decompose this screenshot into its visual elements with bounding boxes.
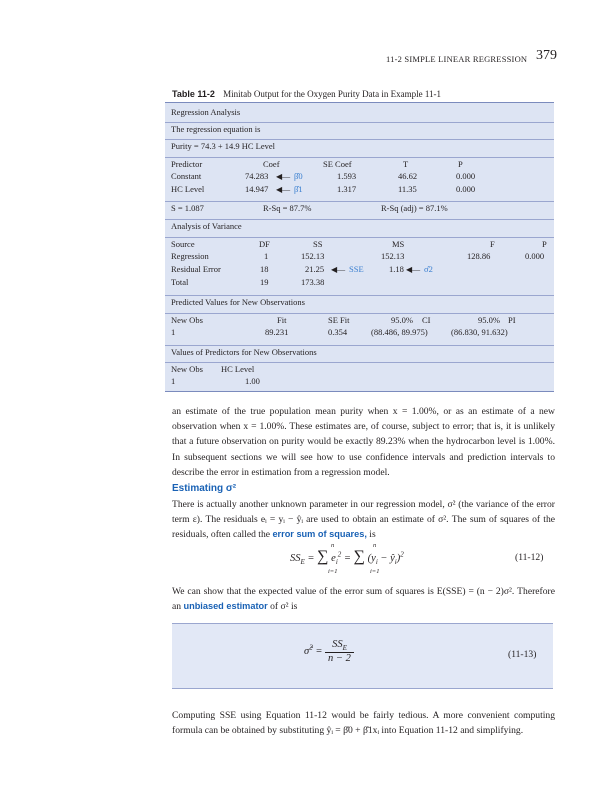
coef-row-constant: Constant 74.283 ◀— β̂0 1.593 46.62 0.000: [171, 171, 476, 181]
sigma-hat-sq-annotation: σ̂2: [424, 264, 433, 274]
regression-equation-row: [165, 139, 554, 153]
arrow-left-icon: ◀—: [406, 265, 421, 274]
predicted-title-row: Predicted Values for New Observations: [165, 295, 554, 309]
coef-header-row: Predictor Coef SE Coef T P: [165, 157, 554, 171]
table-label: Table 11-2: [172, 89, 215, 99]
coef-row-hc-level: HC Level 14.947 ◀— β̂1 1.317 11.35 0.000: [171, 184, 476, 194]
sum-upper-limit-2: n: [373, 542, 377, 549]
paragraph-estimate: an estimate of the true population mean purity when x = 1.00%, or as an estimate of a new observation when x = 1.00%. These estimates are, of course, subject to error; that is, it is unlikely that a future observation on purity would be exactly 89.23% when the hydrocarbon level is 1.00%. In subsequent sections we will see how to use confidence intervals and prediction intervals to describe the error in estimation from a regression model.: [172, 406, 555, 478]
regression-equation: Purity = 74.3 + 14.9 HC Level: [171, 141, 276, 151]
regression-analysis-heading: Regression Analysis: [171, 107, 241, 117]
sum-lower-limit-1: i=1: [328, 568, 338, 575]
paragraph-residuals: There is actually another unknown parameter in our regression model, σ² (the variance of the error term ε). The residuals eᵢ = yᵢ − ŷᵢ are used to obtain an estimate of σ². The sum of squares of the residuals, often called the error sum of squares, is: [172, 499, 555, 541]
sum-upper-limit-1: n: [331, 542, 335, 549]
anova-title-row: Analysis of Variance: [165, 219, 554, 233]
equation-intro-row: The regression equation is: [165, 122, 554, 136]
beta1-annotation: β̂1: [294, 184, 303, 194]
anova-header-row: Source DF SS MS F P: [165, 237, 554, 251]
predicted-header-row: New Obs Fit SE Fit 95.0% CI 95.0% PI: [165, 313, 554, 327]
table-caption: [172, 89, 441, 99]
equation-11-13-box: [172, 623, 553, 689]
predictors-value-row: 1 1.00: [171, 376, 260, 386]
equation-number-11-13: (11-13): [508, 649, 537, 660]
running-header-title: 11-2 SIMPLE LINEAR REGRESSION: [386, 54, 528, 64]
fit-stats-row: S = 1.087 R-Sq = 87.7% R-Sq (adj) = 87.1%: [165, 201, 554, 215]
table-caption-text: Minitab Output for the Oxygen Purity Data in Example 11-1: [223, 89, 441, 99]
anova-row-residual: Residual Error 18 21.25 ◀— SSE 1.18 ◀— σ̂2: [171, 264, 433, 274]
equation-11-12: $SS_E$ = ∑ $e_i^2$ = ∑ ($y_i$ − $ŷ_i)^2$: [290, 548, 404, 567]
section-heading-estimating-sigma: Estimating σ²: [172, 483, 237, 494]
paragraph-expected-value: We can show that the expected value of the error sum of squares is E(SSE) = (n − 2)σ². Therefore an unbiased estimator of σ² is: [172, 586, 555, 613]
predictors-header-row: New Obs HC Level: [165, 362, 554, 376]
arrow-left-icon: ◀—: [276, 172, 291, 181]
sse-annotation: SSE: [349, 264, 364, 274]
equation-number-11-12: (11-12): [515, 552, 544, 563]
anova-row-total: Total 19 173.38: [171, 277, 325, 287]
term-error-sum-of-squares: error sum of squares,: [272, 529, 367, 540]
term-unbiased-estimator: unbiased estimator: [183, 601, 268, 612]
anova-row-regression: Regression 1 152.13 152.13 128.86 0.000: [171, 251, 545, 261]
predicted-value-row: 1 89.231 0.354 (88.486, 89.975) (86.830, 91.632): [171, 327, 508, 337]
arrow-left-icon: ◀—: [331, 265, 346, 274]
minitab-output-table: [165, 102, 554, 392]
paragraph-computing-sse: Computing SSE using Equation 11-12 would be fairly tedious. A more convenient computing formula can be obtained by substituting ŷᵢ = β̂0 + β̂1xᵢ into Equation 11-12 and simplifying.: [172, 710, 555, 737]
beta0-annotation: β̂0: [294, 171, 303, 181]
page-number: 379: [536, 48, 557, 63]
predictors-title-row: Values of Predictors for New Observations: [165, 345, 554, 359]
equation-11-13: σ̂$^2$ = $\frac{SS_E}{n - 2}$: [304, 639, 354, 664]
arrow-left-icon: ◀—: [276, 185, 291, 194]
sum-lower-limit-2: i=1: [370, 568, 380, 575]
